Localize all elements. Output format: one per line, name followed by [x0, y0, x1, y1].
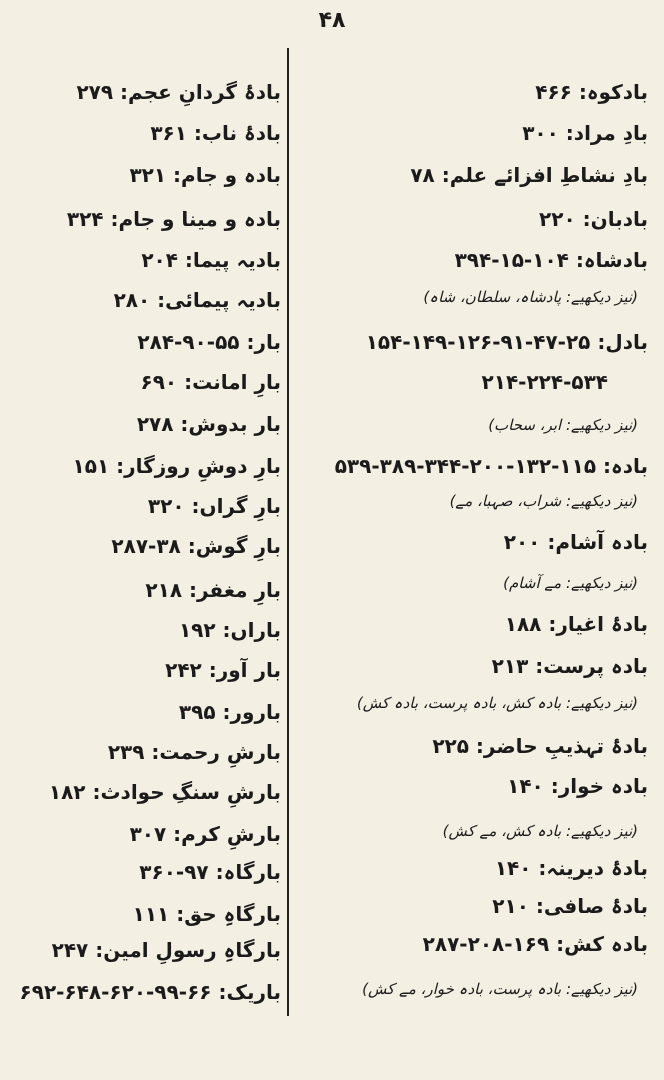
see-also-note: (نیز دیکھیے: بادہ کش، بادہ پرست، بادہ کش)	[356, 694, 638, 712]
index-entry-continuation: ۲۱۴-۲۲۴-۵۳۴	[481, 370, 608, 394]
index-entry: بادہ کش: ۱۶۹-۲۰۸-۲۸۷	[422, 932, 648, 956]
page-number: ۴۸	[318, 8, 346, 33]
index-entry: بارشِ رحمت: ۲۳۹	[107, 740, 281, 764]
column-divider	[287, 48, 289, 1016]
index-entry: بار بدوش: ۲۷۸	[136, 412, 281, 436]
see-also-note: (نیز دیکھیے: پادشاہ، سلطان، شاہ)	[423, 288, 638, 306]
index-entry: بارگاہ: ۹۷-۳۶۰	[139, 860, 281, 884]
index-entry: بادہ: ۱۱۵-۱۳۲-۲۰۰-۳۴۴-۳۸۹-۵۳۹	[334, 454, 648, 478]
index-entry: بارشِ سنگِ حوادث: ۱۸۲	[48, 780, 281, 804]
index-entry: بارگاہِ حق: ۱۱۱	[132, 902, 281, 926]
see-also-note: (نیز دیکھیے: بادہ کش، مے کش)	[442, 822, 638, 840]
index-entry: بادکوہ: ۴۶۶	[535, 80, 648, 104]
index-entry: بادۂ ناب: ۳۶۱	[150, 121, 281, 145]
index-entry: بارِ امانت: ۶۹۰	[140, 370, 281, 394]
index-entry: بادۂ گردانِ عجم: ۲۷۹	[76, 80, 281, 104]
index-entry: بار: ۵۵-۹۰-۲۸۴	[137, 330, 281, 354]
index-entry: بادہ و جام: ۳۲۱	[129, 163, 281, 187]
see-also-note: (نیز دیکھیے: شراب، صہبا، مے)	[449, 492, 638, 510]
index-entry: بارِ گراں: ۳۲۰	[147, 494, 281, 518]
index-entry: بادل: ۲۵-۴۷-۹۱-۱۲۶-۱۴۹-۱۵۴	[365, 330, 648, 354]
index-entry: باراں: ۱۹۲	[178, 618, 281, 642]
index-entry: بادۂ دیرینہ: ۱۴۰	[494, 856, 648, 880]
index-entry: بادبان: ۲۲۰	[539, 207, 648, 231]
index-entry: بادہ آشام: ۲۰۰	[503, 530, 648, 554]
index-entry: بادہ و مینا و جام: ۳۲۴	[66, 207, 281, 231]
index-entry: بادیہ پیما: ۲۰۴	[141, 248, 281, 272]
index-entry: بارِ دوشِ روزگار: ۱۵۱	[72, 454, 281, 478]
index-entry: بادۂ تہذیبِ حاضر: ۲۲۵	[432, 734, 648, 758]
index-entry: بادیہ پیمائی: ۲۸۰	[113, 288, 281, 312]
index-entry: بادۂ صافی: ۲۱۰	[492, 894, 648, 918]
index-entry: بارگاہِ رسولِ امین: ۲۴۷	[51, 938, 281, 962]
index-entry: بادۂ اغیار: ۱۸۸	[504, 612, 648, 636]
index-entry: بار آور: ۲۴۲	[165, 658, 281, 682]
index-entry: بادہ خوار: ۱۴۰	[507, 774, 648, 798]
index-entry: بادہ پرست: ۲۱۳	[491, 654, 648, 678]
index-entry: بارور: ۳۹۵	[178, 700, 281, 724]
index-entry: بارشِ کرم: ۳۰۷	[129, 822, 281, 846]
see-also-note: (نیز دیکھیے: ابر، سحاب)	[488, 416, 638, 434]
index-entry: بارِ مغفر: ۲۱۸	[145, 578, 281, 602]
see-also-note: (نیز دیکھیے: مے آشام)	[503, 574, 638, 592]
index-entry: باریک: ۶۶-۹۹-۶۲۰-۶۴۸-۶۹۲	[19, 980, 281, 1004]
see-also-note: (نیز دیکھیے: بادہ پرست، بادہ خوار، مے کش)	[362, 980, 638, 998]
index-entry: بادشاہ: ۱۰۴-۱۵-۳۹۴	[454, 248, 648, 272]
index-entry: بادِ نشاطِ افزائے علم: ۷۸	[410, 163, 648, 187]
index-entry: بادِ مراد: ۳۰۰	[522, 121, 648, 145]
index-entry: بارِ گوش: ۳۸-۲۸۷	[111, 534, 281, 558]
